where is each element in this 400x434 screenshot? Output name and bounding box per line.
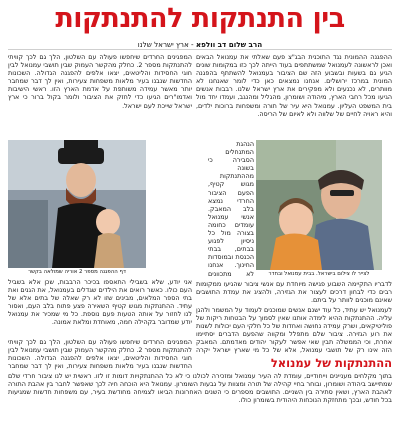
byline-source: - ארץ ישראל שלנו: [137, 40, 196, 49]
body-paragraph: לעמנואל יש עתיד, כל עוד ישנם אנשים שמוכנים לעמוד על המשמר ולהגן עליה. ההתנתקות ההיא לימדה אותנו שאין לסמוך על הבטחות ריקות של פוליטיקאים, ושרק עמידה נחושה ואחדות של כל חלקי העם יכולות לשנות את רוע הגזירה. ציבור שלם מתפלל ומקווה שהפעם הדברים יסתיימו אחרת, וכי הממשלה תבין שאי אפשר לעקור יהודים מאדמתם. המאבק הזה אינו רק של תושבי עמנואל, אלא של כל מי שארץ ישראל יקרה: [196, 306, 392, 354]
left-photo-caption: דף ההפגנה מספר 2 אוריה שמולאה בקשר: [28, 269, 126, 275]
section-subhead: ההתנתקות של עמנואל: [270, 356, 392, 370]
photo-rabbi-with-child: [8, 140, 146, 268]
closing-paragraph: בתוך מקלחים מעניינים וייחודיים, עומדת לה העיר עמנואל ומזכירה לכולנו כי לא כל ההתנתקויות דומות זו לזו. ראשית יש לנו ציבור חרדי שלם שמתיישב ביהודה ושומרון, ובוחר בחיי קהילה של תורה ומצוות על גבעות השומרון. עמנואל היא הוכחה חיה לכך שאפשר לחבר בין אהבת התורה לאהבת הארץ, ושאין סתירה בין השניים. התושבים מספרים כי השנים האחרונות הביאו לצמיחה מחודשת בעיר, עם משפחות חדשות שמגיעות בכל חודש, ובכך מתחזקת הנוכחות היהודית בשומרון כולו.: [8, 372, 392, 405]
below-photo-paragraph: לדבריו התקיימה השבוע פגישה מיוחדת עם אנשי ציבור שהגיעו ממקומות רבים כדי לבחון דרכים לעצור את הגזירה, ולהציג את עמדת התושבים שאינם מוכנים לוותר על ביתם.: [196, 280, 392, 304]
article-byline: [8, 40, 392, 49]
left-top-paragraph: המפגינים החרדים שיחפשו פעולה עם השלטון, הלך גם לכך קוויתי להתנתקות מספר 2. כחלק מהקשר העמוק שבין תושבי עמנואל לבין חוגי החסידות והליטאים, יצאו אלפים להפגנה הגדולה. השכונות החדשות שנבנו בעיר מלאות משפחות צעירות, ואין לך דבר שמחבר יותר מאשר עמידה משותפת על אדמת הארץ הזו. ראשי הישיבות ואדמו"רים הגיעו כדי לחזק את הציבור ולומר בקול ברור כי ארץ ישראל שייכת לעם ישראל.: [8, 53, 192, 110]
photo-man-with-child-image: [256, 140, 382, 270]
article-headline: בין התנתקות להתנתקות: [55, 3, 345, 34]
photo-rabbi-with-child-image: [8, 140, 146, 268]
byline-author: הרב שלום דב וולפא: [195, 40, 263, 49]
center-paragraph: אני יודע, שלא בשבילי התאספו בכיכר הרבבות, שכן אלא בשביל העם כולו. כאשר רואים את הילדים שגדלים בעמנואל, את הגנים ואת בתי הספר המלאים, מבינים שזו לא רק שאלה של בתים אלא של עתיד. ההתנתקות מגוש קטיף השאירה פצע פתוח בלב העם, ואסור לנו לחזור על אותה הטעות פעם נוספת. כל מי שמכיר את עמנואל יודע שמדובר בקהילה חמה, מאוחדת ומלאת אמונה.: [8, 278, 192, 327]
intro-paragraph: ההפגנה ההמונית נגד התוכנית הבג"צ פעם שאלתי את עמנואל הבאים ואכן לראשונה לעמנואל שמשתתפים בעוד הייתה לכך כזו במקומות שונים הגיע גם בשעות ובשבוע הזה שם הציבור בעמנואל להשתתף בהפגנה המונית במרכז ירושלים. אנחנו נמצאים כאן כדי לומר שאנחנו לא מוותרים, לא נכנעים ולא מפקירים את ארץ ישראל שלנו. רבבות אנשים הגיעו מכל רחבי הארץ, מיהודה ושומרון, מהגליל ומהנגב, ועמדו יחד מול בית המשפט העליון. עמנואל היא עיר של תורה ומשפחות ברוכות ילדים, והיא ראויה לחיים של שלווה ולא לאיום של הריסה.: [196, 53, 392, 118]
right-photo-caption: לצייר לו צילום בישראל. בבית עמנואל ובחדר: [268, 271, 370, 277]
photo-man-with-child: [256, 140, 382, 270]
narrow-column-paragraph: הנהגת המתנחלים הסבירה כי בשונה מההתנתקות מגוש קטיף, הפעם הציבור החרדי נמצא בלב המאבק. אנשי עמנואל עומדים כחומה בצורה מול כל ניסיון לפגוע בבתים, בבתי הכנסת ובמוסדות החינוך. אנחנו לא מתכוונים: [208, 140, 254, 278]
header-divider: [8, 49, 392, 50]
left-lower-paragraph: המפגינים החרדים שיחפשו פעולה עם השלטון, הלך גם לכך קוויתי להתנתקות מספר 2. כחלק מהקשר העמוק שבין תושבי עמנואל לבין חוגי החסידות והליטאים, יצאו אלפים להפגנה הגדולה. השכונות החדשות שנבנו בעיר מלאות משפחות צעירות, ואין לך דבר שמחבר: [8, 338, 192, 370]
